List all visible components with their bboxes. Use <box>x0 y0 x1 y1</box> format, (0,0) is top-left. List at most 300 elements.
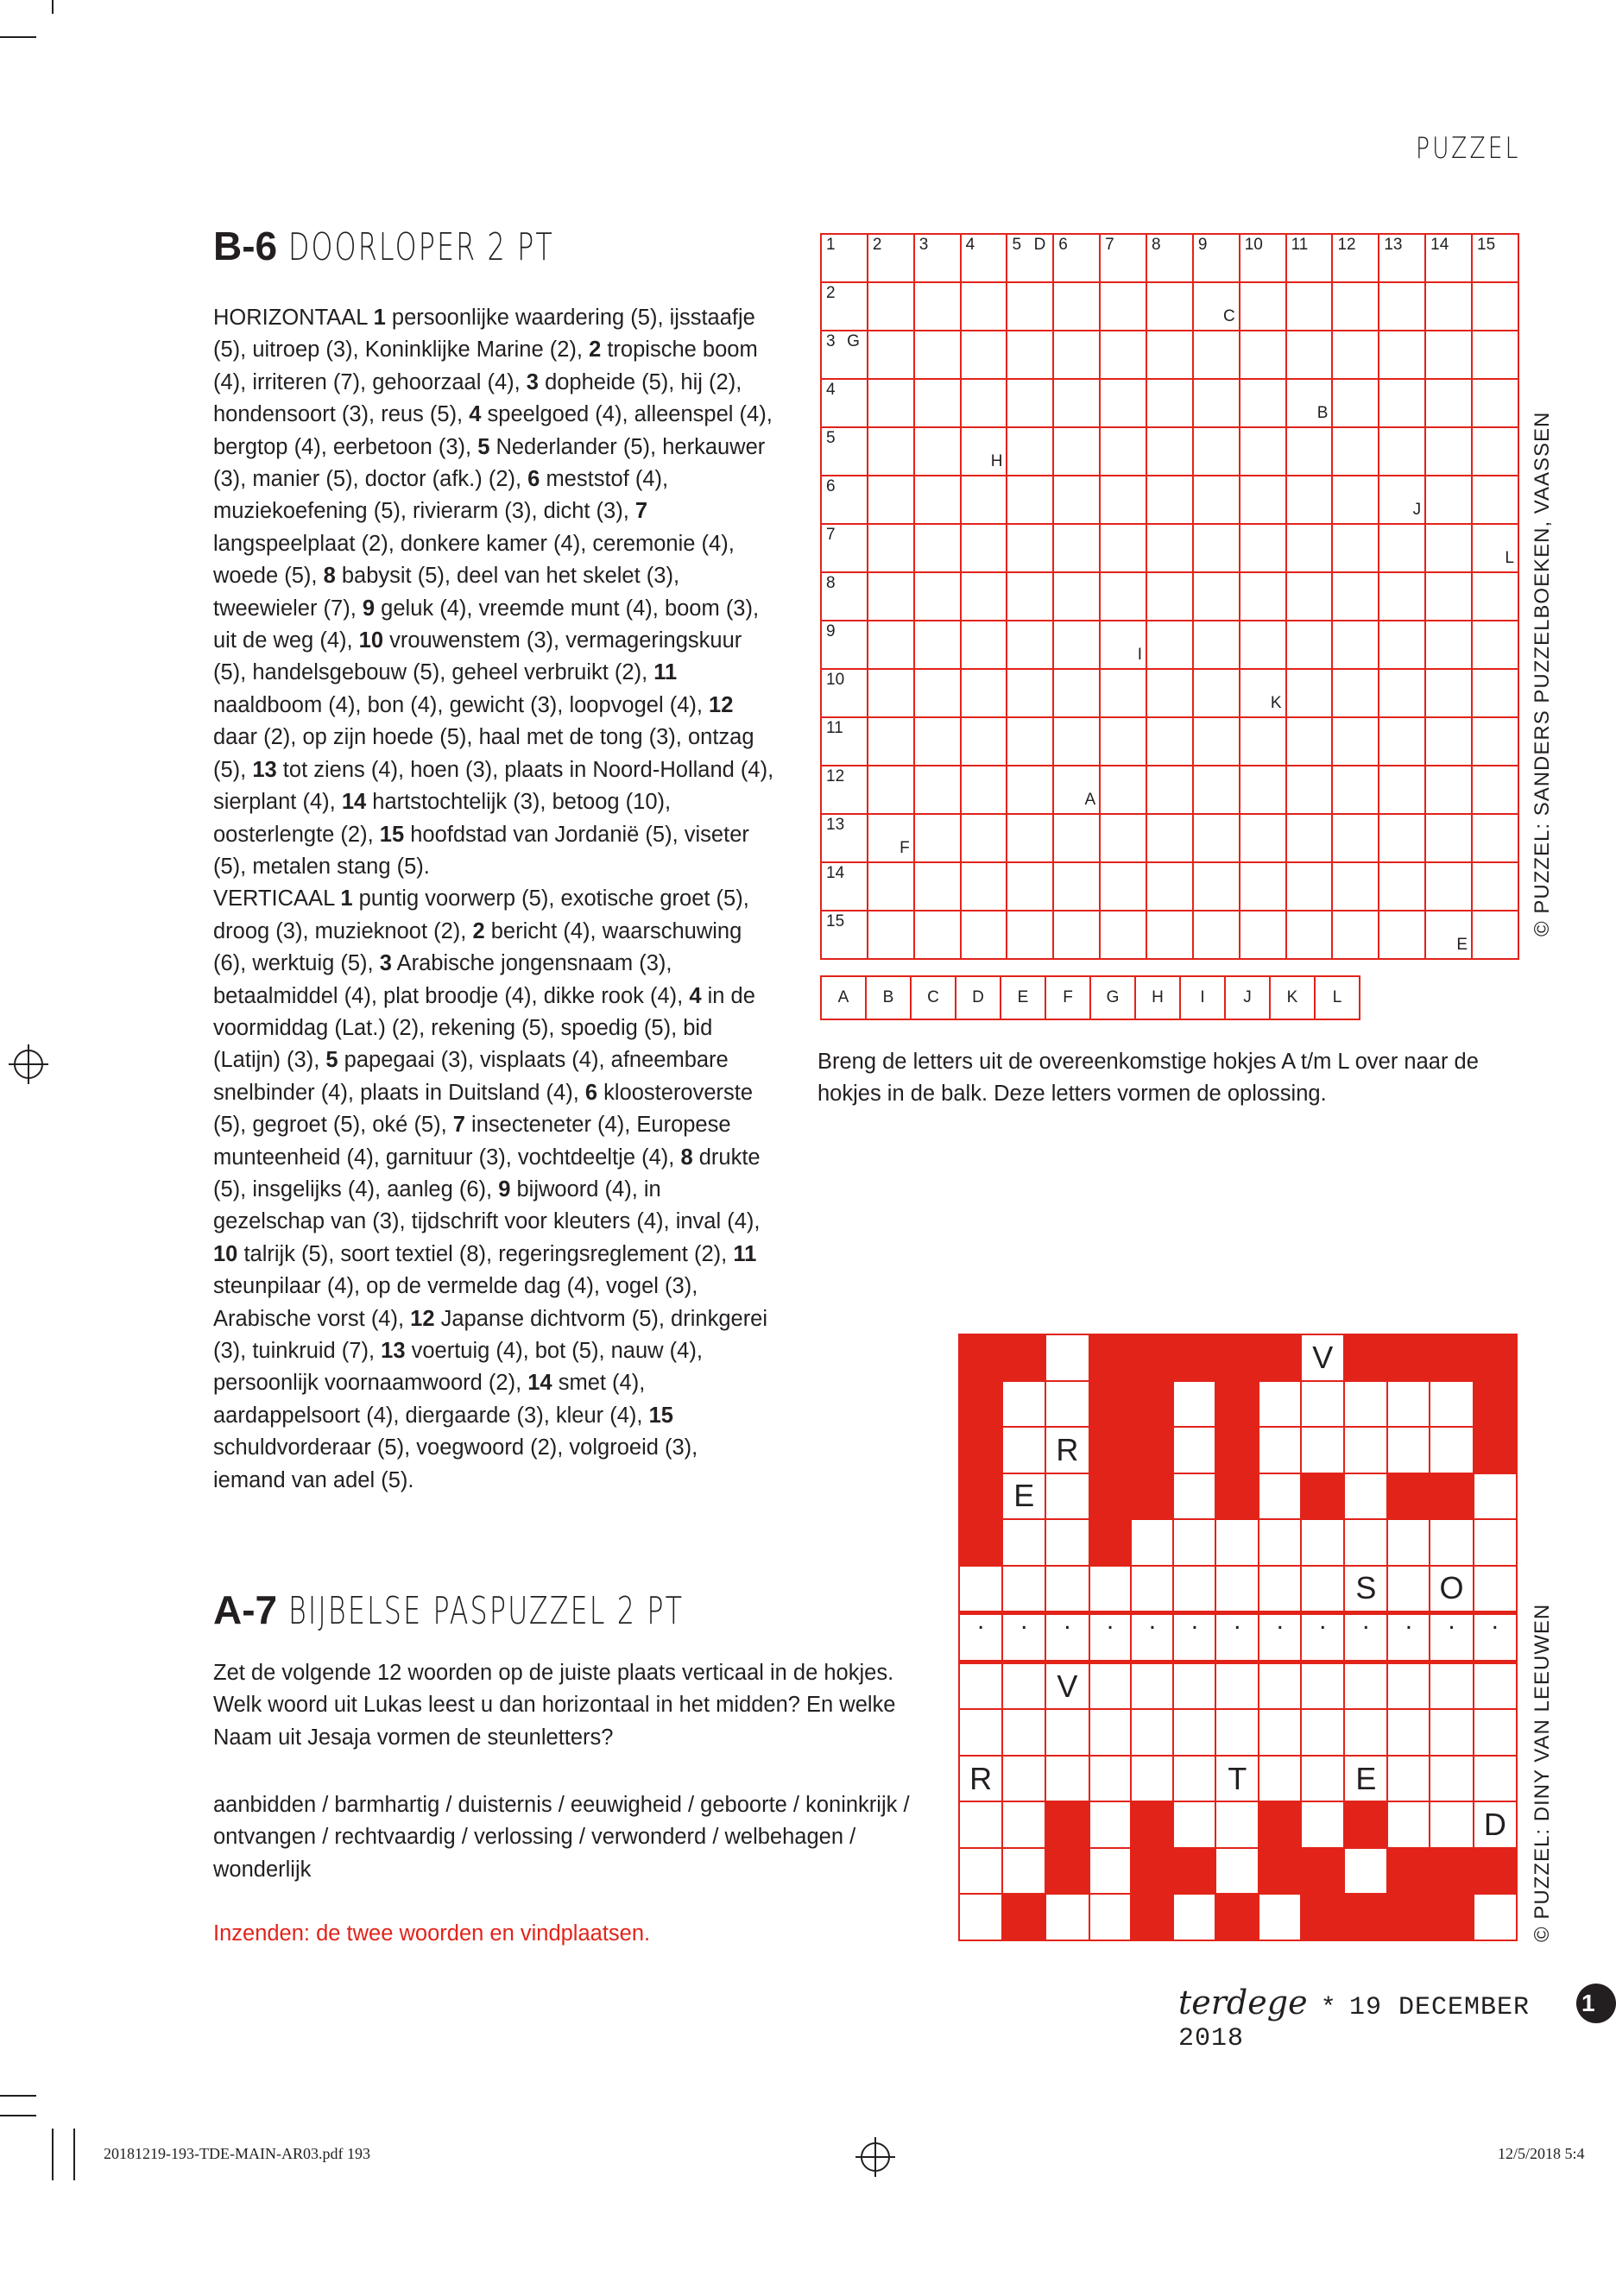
grid-cell[interactable] <box>1146 282 1193 331</box>
empty-cell[interactable] <box>1259 1519 1301 1566</box>
grid-cell[interactable] <box>821 572 868 621</box>
middle-row-cell[interactable]: . <box>1344 1613 1387 1662</box>
grid-cell[interactable] <box>1007 621 1053 669</box>
grid-cell[interactable] <box>1425 621 1472 669</box>
grid-cell[interactable] <box>914 524 961 572</box>
grid-cell[interactable] <box>1425 669 1472 717</box>
empty-cell[interactable] <box>1259 1709 1301 1756</box>
grid-cell[interactable] <box>1053 717 1100 766</box>
empty-cell[interactable] <box>1430 1709 1473 1756</box>
grid-cell[interactable] <box>961 572 1007 621</box>
empty-cell[interactable] <box>1089 1756 1132 1802</box>
grid-cell[interactable] <box>1146 476 1193 524</box>
grid-cell[interactable] <box>1007 379 1053 427</box>
grid-cell[interactable] <box>914 234 961 282</box>
grid-cell[interactable] <box>1472 814 1518 862</box>
grid-cell[interactable] <box>914 282 961 331</box>
grid-cell[interactable] <box>1053 379 1100 427</box>
solution-cell[interactable]: E <box>1001 976 1045 1019</box>
grid-cell[interactable] <box>1100 621 1146 669</box>
grid-cell[interactable] <box>1007 234 1053 282</box>
empty-cell[interactable] <box>1215 1848 1259 1895</box>
grid-cell[interactable] <box>1100 669 1146 717</box>
grid-cell[interactable] <box>1379 234 1425 282</box>
grid-cell[interactable] <box>1332 862 1379 911</box>
empty-cell[interactable] <box>1344 1848 1387 1895</box>
empty-cell[interactable] <box>1301 1519 1344 1566</box>
grid-cell[interactable] <box>1007 524 1053 572</box>
grid-cell[interactable] <box>1472 524 1518 572</box>
grid-cell[interactable] <box>961 234 1007 282</box>
grid-cell[interactable] <box>1286 282 1333 331</box>
given-letter-cell[interactable]: V <box>1301 1334 1344 1381</box>
grid-cell[interactable] <box>961 621 1007 669</box>
grid-cell[interactable] <box>868 862 914 911</box>
empty-cell[interactable] <box>1430 1756 1473 1802</box>
grid-cell[interactable] <box>1053 427 1100 476</box>
grid-cell[interactable] <box>1240 476 1286 524</box>
empty-cell[interactable] <box>1474 1519 1517 1566</box>
empty-cell[interactable] <box>1215 1662 1259 1709</box>
grid-cell[interactable] <box>1286 669 1333 717</box>
grid-cell[interactable] <box>1007 911 1053 959</box>
grid-cell[interactable] <box>1146 379 1193 427</box>
grid-cell[interactable] <box>1472 572 1518 621</box>
empty-cell[interactable] <box>1089 1894 1132 1940</box>
grid-cell[interactable] <box>1332 379 1379 427</box>
grid-cell[interactable] <box>1007 766 1053 814</box>
empty-cell[interactable] <box>1259 1894 1301 1940</box>
empty-cell[interactable] <box>1430 1662 1473 1709</box>
grid-cell[interactable] <box>868 669 914 717</box>
grid-cell[interactable] <box>914 911 961 959</box>
solution-cell[interactable]: G <box>1090 976 1135 1019</box>
grid-cell[interactable] <box>1007 717 1053 766</box>
grid-cell[interactable] <box>1100 234 1146 282</box>
grid-cell[interactable] <box>1425 282 1472 331</box>
empty-cell[interactable] <box>1259 1756 1301 1802</box>
empty-cell[interactable] <box>1002 1381 1045 1428</box>
grid-cell[interactable] <box>1425 427 1472 476</box>
empty-cell[interactable] <box>1301 1709 1344 1756</box>
grid-cell[interactable] <box>1472 911 1518 959</box>
grid-cell[interactable] <box>1379 621 1425 669</box>
middle-row-cell[interactable]: . <box>1474 1613 1517 1662</box>
grid-cell[interactable] <box>914 427 961 476</box>
grid-cell[interactable] <box>1100 814 1146 862</box>
grid-cell[interactable] <box>1193 814 1240 862</box>
empty-cell[interactable] <box>1045 1381 1089 1428</box>
grid-cell[interactable] <box>1053 911 1100 959</box>
grid-cell[interactable] <box>1007 476 1053 524</box>
grid-cell[interactable] <box>914 669 961 717</box>
empty-cell[interactable] <box>1387 1662 1430 1709</box>
empty-cell[interactable] <box>1344 1427 1387 1473</box>
middle-row-cell[interactable]: . <box>1301 1613 1344 1662</box>
empty-cell[interactable] <box>1002 1801 1045 1848</box>
grid-cell[interactable] <box>868 814 914 862</box>
empty-cell[interactable] <box>1387 1519 1430 1566</box>
empty-cell[interactable] <box>1430 1519 1473 1566</box>
empty-cell[interactable] <box>1131 1709 1173 1756</box>
grid-cell[interactable] <box>1240 766 1286 814</box>
grid-cell[interactable] <box>1146 524 1193 572</box>
grid-cell[interactable] <box>1286 814 1333 862</box>
grid-cell[interactable] <box>1100 862 1146 911</box>
grid-cell[interactable] <box>1379 814 1425 862</box>
grid-cell[interactable] <box>1472 234 1518 282</box>
solution-cell[interactable]: B <box>866 976 911 1019</box>
grid-cell[interactable] <box>1053 476 1100 524</box>
grid-cell[interactable] <box>1193 234 1240 282</box>
solution-cell[interactable]: F <box>1045 976 1090 1019</box>
empty-cell[interactable] <box>1089 1709 1132 1756</box>
grid-cell[interactable] <box>1193 476 1240 524</box>
grid-cell[interactable] <box>821 476 868 524</box>
empty-cell[interactable] <box>959 1662 1002 1709</box>
grid-cell[interactable] <box>1332 717 1379 766</box>
empty-cell[interactable] <box>1045 1473 1089 1520</box>
grid-cell[interactable] <box>1379 379 1425 427</box>
middle-row-cell[interactable]: . <box>959 1613 1002 1662</box>
grid-cell[interactable] <box>1193 911 1240 959</box>
grid-cell[interactable] <box>1332 814 1379 862</box>
grid-cell[interactable] <box>961 814 1007 862</box>
empty-cell[interactable] <box>1045 1756 1089 1802</box>
grid-cell[interactable] <box>1472 669 1518 717</box>
grid-cell[interactable] <box>1100 427 1146 476</box>
grid-cell[interactable] <box>1286 476 1333 524</box>
empty-cell[interactable] <box>1387 1427 1430 1473</box>
grid-cell[interactable] <box>1472 862 1518 911</box>
grid-cell[interactable] <box>914 331 961 379</box>
empty-cell[interactable] <box>1259 1381 1301 1428</box>
grid-cell[interactable] <box>1379 476 1425 524</box>
middle-row-cell[interactable]: . <box>1173 1613 1215 1662</box>
grid-cell[interactable] <box>821 911 868 959</box>
grid-cell[interactable] <box>1286 524 1333 572</box>
given-letter-cell[interactable]: D <box>1474 1801 1517 1848</box>
grid-cell[interactable] <box>821 282 868 331</box>
grid-cell[interactable] <box>821 331 868 379</box>
grid-cell[interactable] <box>821 814 868 862</box>
grid-cell[interactable] <box>1193 524 1240 572</box>
grid-cell[interactable] <box>1332 427 1379 476</box>
empty-cell[interactable] <box>1301 1662 1344 1709</box>
grid-cell[interactable] <box>1240 282 1286 331</box>
empty-cell[interactable] <box>1430 1801 1473 1848</box>
grid-cell[interactable] <box>914 476 961 524</box>
empty-cell[interactable] <box>1387 1801 1430 1848</box>
grid-cell[interactable] <box>1007 669 1053 717</box>
empty-cell[interactable] <box>1474 1756 1517 1802</box>
middle-row-cell[interactable]: . <box>1045 1613 1089 1662</box>
solution-cell[interactable]: A <box>821 976 866 1019</box>
grid-cell[interactable] <box>961 379 1007 427</box>
grid-cell[interactable] <box>1053 814 1100 862</box>
grid-cell[interactable] <box>1332 669 1379 717</box>
grid-cell[interactable] <box>1053 234 1100 282</box>
given-letter-cell[interactable]: E <box>1344 1756 1387 1802</box>
given-letter-cell[interactable]: O <box>1430 1566 1473 1613</box>
grid-cell[interactable] <box>1240 379 1286 427</box>
grid-cell[interactable] <box>1472 282 1518 331</box>
grid-cell[interactable] <box>1379 427 1425 476</box>
grid-cell[interactable] <box>1007 572 1053 621</box>
grid-cell[interactable] <box>1240 717 1286 766</box>
given-letter-cell[interactable]: T <box>1215 1756 1259 1802</box>
empty-cell[interactable] <box>1430 1427 1473 1473</box>
grid-cell[interactable] <box>1193 766 1240 814</box>
grid-cell[interactable] <box>1286 766 1333 814</box>
grid-cell[interactable] <box>1379 911 1425 959</box>
grid-cell[interactable] <box>1146 814 1193 862</box>
grid-cell[interactable] <box>1053 524 1100 572</box>
middle-row-cell[interactable]: . <box>1430 1613 1473 1662</box>
grid-cell[interactable] <box>868 621 914 669</box>
grid-cell[interactable] <box>821 427 868 476</box>
empty-cell[interactable] <box>1173 1756 1215 1802</box>
grid-cell[interactable] <box>1100 331 1146 379</box>
empty-cell[interactable] <box>959 1848 1002 1895</box>
grid-cell[interactable] <box>1472 427 1518 476</box>
empty-cell[interactable] <box>1215 1709 1259 1756</box>
grid-cell[interactable] <box>868 331 914 379</box>
solution-cell[interactable]: H <box>1135 976 1180 1019</box>
grid-cell[interactable] <box>1332 282 1379 331</box>
grid-cell[interactable] <box>1332 911 1379 959</box>
solution-cell[interactable]: C <box>911 976 956 1019</box>
grid-cell[interactable] <box>868 282 914 331</box>
grid-cell[interactable] <box>1053 862 1100 911</box>
grid-cell[interactable] <box>1379 669 1425 717</box>
grid-cell[interactable] <box>1472 766 1518 814</box>
empty-cell[interactable] <box>1301 1801 1344 1848</box>
grid-cell[interactable] <box>1053 621 1100 669</box>
grid-cell[interactable] <box>1332 766 1379 814</box>
grid-cell[interactable] <box>1146 862 1193 911</box>
grid-cell[interactable] <box>1053 669 1100 717</box>
grid-cell[interactable] <box>1472 717 1518 766</box>
grid-cell[interactable] <box>868 717 914 766</box>
grid-cell[interactable] <box>1053 331 1100 379</box>
empty-cell[interactable] <box>1344 1519 1387 1566</box>
grid-cell[interactable] <box>1053 766 1100 814</box>
grid-cell[interactable] <box>1007 814 1053 862</box>
grid-cell[interactable] <box>821 621 868 669</box>
grid-cell[interactable] <box>1146 234 1193 282</box>
middle-row-cell[interactable]: . <box>1131 1613 1173 1662</box>
grid-cell[interactable] <box>1332 524 1379 572</box>
empty-cell[interactable] <box>1387 1709 1430 1756</box>
grid-cell[interactable] <box>1240 427 1286 476</box>
grid-cell[interactable] <box>1193 331 1240 379</box>
grid-cell[interactable] <box>1425 862 1472 911</box>
empty-cell[interactable] <box>1045 1519 1089 1566</box>
given-letter-cell[interactable]: V <box>1045 1662 1089 1709</box>
empty-cell[interactable] <box>1045 1334 1089 1381</box>
grid-cell[interactable] <box>1425 331 1472 379</box>
empty-cell[interactable] <box>1173 1381 1215 1428</box>
grid-cell[interactable] <box>1472 331 1518 379</box>
grid-cell[interactable] <box>1100 766 1146 814</box>
grid-cell[interactable] <box>1286 862 1333 911</box>
empty-cell[interactable] <box>1301 1427 1344 1473</box>
grid-cell[interactable] <box>1240 524 1286 572</box>
empty-cell[interactable] <box>1002 1709 1045 1756</box>
empty-cell[interactable] <box>1387 1381 1430 1428</box>
given-letter-cell[interactable]: S <box>1344 1566 1387 1613</box>
grid-cell[interactable] <box>1146 572 1193 621</box>
grid-cell[interactable] <box>961 717 1007 766</box>
grid-cell[interactable] <box>1146 621 1193 669</box>
grid-cell[interactable] <box>914 766 961 814</box>
grid-cell[interactable] <box>1286 911 1333 959</box>
grid-cell[interactable] <box>821 717 868 766</box>
grid-cell[interactable] <box>1100 572 1146 621</box>
grid-cell[interactable] <box>1286 427 1333 476</box>
grid-cell[interactable] <box>1379 524 1425 572</box>
grid-cell[interactable] <box>1240 911 1286 959</box>
middle-row-cell[interactable]: . <box>1215 1613 1259 1662</box>
grid-cell[interactable] <box>1100 911 1146 959</box>
empty-cell[interactable] <box>1259 1427 1301 1473</box>
empty-cell[interactable] <box>1173 1473 1215 1520</box>
empty-cell[interactable] <box>1387 1756 1430 1802</box>
given-letter-cell[interactable]: R <box>959 1756 1002 1802</box>
empty-cell[interactable] <box>1173 1709 1215 1756</box>
empty-cell[interactable] <box>1089 1848 1132 1895</box>
empty-cell[interactable] <box>1002 1427 1045 1473</box>
middle-row-cell[interactable]: . <box>1002 1613 1045 1662</box>
grid-cell[interactable] <box>1425 814 1472 862</box>
solution-cell[interactable]: K <box>1270 976 1315 1019</box>
grid-cell[interactable] <box>914 379 961 427</box>
grid-cell[interactable] <box>1007 282 1053 331</box>
grid-cell[interactable] <box>961 669 1007 717</box>
grid-cell[interactable] <box>1286 621 1333 669</box>
grid-cell[interactable] <box>961 427 1007 476</box>
grid-cell[interactable] <box>914 814 961 862</box>
grid-cell[interactable] <box>1240 814 1286 862</box>
empty-cell[interactable] <box>1173 1801 1215 1848</box>
empty-cell[interactable] <box>1259 1473 1301 1520</box>
grid-cell[interactable] <box>961 911 1007 959</box>
grid-cell[interactable] <box>821 766 868 814</box>
middle-row-cell[interactable]: . <box>1387 1613 1430 1662</box>
grid-cell[interactable] <box>1100 524 1146 572</box>
grid-cell[interactable] <box>868 766 914 814</box>
empty-cell[interactable] <box>1344 1473 1387 1520</box>
empty-cell[interactable] <box>1089 1662 1132 1709</box>
empty-cell[interactable] <box>1301 1381 1344 1428</box>
grid-cell[interactable] <box>1425 524 1472 572</box>
grid-cell[interactable] <box>1472 476 1518 524</box>
grid-cell[interactable] <box>1425 476 1472 524</box>
empty-cell[interactable] <box>1131 1662 1173 1709</box>
grid-cell[interactable] <box>868 379 914 427</box>
grid-cell[interactable] <box>961 476 1007 524</box>
middle-row-cell[interactable]: . <box>1259 1613 1301 1662</box>
grid-cell[interactable] <box>1100 282 1146 331</box>
grid-cell[interactable] <box>1193 427 1240 476</box>
empty-cell[interactable] <box>1173 1519 1215 1566</box>
empty-cell[interactable] <box>1301 1756 1344 1802</box>
grid-cell[interactable] <box>1193 282 1240 331</box>
grid-cell[interactable] <box>1332 234 1379 282</box>
grid-cell[interactable] <box>1146 911 1193 959</box>
grid-cell[interactable] <box>1332 572 1379 621</box>
grid-cell[interactable] <box>868 476 914 524</box>
grid-cell[interactable] <box>1425 379 1472 427</box>
grid-cell[interactable] <box>1472 379 1518 427</box>
middle-row-cell[interactable]: . <box>1089 1613 1132 1662</box>
empty-cell[interactable] <box>1474 1894 1517 1940</box>
grid-cell[interactable] <box>961 862 1007 911</box>
grid-cell[interactable] <box>1146 766 1193 814</box>
grid-cell[interactable] <box>1425 717 1472 766</box>
empty-cell[interactable] <box>1344 1381 1387 1428</box>
grid-cell[interactable] <box>1193 717 1240 766</box>
empty-cell[interactable] <box>1002 1848 1045 1895</box>
empty-cell[interactable] <box>1215 1801 1259 1848</box>
empty-cell[interactable] <box>1430 1381 1473 1428</box>
grid-cell[interactable] <box>1240 669 1286 717</box>
grid-cell[interactable] <box>1332 621 1379 669</box>
grid-cell[interactable] <box>1286 379 1333 427</box>
empty-cell[interactable] <box>959 1801 1002 1848</box>
grid-cell[interactable] <box>914 717 961 766</box>
grid-cell[interactable] <box>868 234 914 282</box>
grid-cell[interactable] <box>1053 282 1100 331</box>
empty-cell[interactable] <box>1045 1709 1089 1756</box>
empty-cell[interactable] <box>1344 1709 1387 1756</box>
empty-cell[interactable] <box>1131 1519 1173 1566</box>
grid-cell[interactable] <box>1193 621 1240 669</box>
empty-cell[interactable] <box>1215 1519 1259 1566</box>
grid-cell[interactable] <box>1053 572 1100 621</box>
grid-cell[interactable] <box>914 862 961 911</box>
given-letter-cell[interactable]: R <box>1045 1427 1089 1473</box>
grid-cell[interactable] <box>1286 717 1333 766</box>
grid-cell[interactable] <box>1146 427 1193 476</box>
grid-cell[interactable] <box>1193 379 1240 427</box>
grid-cell[interactable] <box>1240 331 1286 379</box>
grid-cell[interactable] <box>1100 379 1146 427</box>
solution-cell[interactable]: D <box>956 976 1001 1019</box>
grid-cell[interactable] <box>821 862 868 911</box>
grid-cell[interactable] <box>1379 282 1425 331</box>
empty-cell[interactable] <box>1173 1662 1215 1709</box>
grid-cell[interactable] <box>821 669 868 717</box>
grid-cell[interactable] <box>1286 331 1333 379</box>
grid-cell[interactable] <box>821 234 868 282</box>
empty-cell[interactable] <box>1131 1756 1173 1802</box>
grid-cell[interactable] <box>1425 572 1472 621</box>
empty-cell[interactable] <box>959 1894 1002 1940</box>
grid-cell[interactable] <box>821 524 868 572</box>
solution-cell[interactable]: J <box>1225 976 1270 1019</box>
grid-cell[interactable] <box>1240 621 1286 669</box>
grid-cell[interactable] <box>1100 476 1146 524</box>
grid-cell[interactable] <box>1146 669 1193 717</box>
grid-cell[interactable] <box>1379 766 1425 814</box>
grid-cell[interactable] <box>821 379 868 427</box>
grid-cell[interactable] <box>868 572 914 621</box>
grid-cell[interactable] <box>1240 234 1286 282</box>
empty-cell[interactable] <box>1002 1756 1045 1802</box>
grid-cell[interactable] <box>1007 862 1053 911</box>
